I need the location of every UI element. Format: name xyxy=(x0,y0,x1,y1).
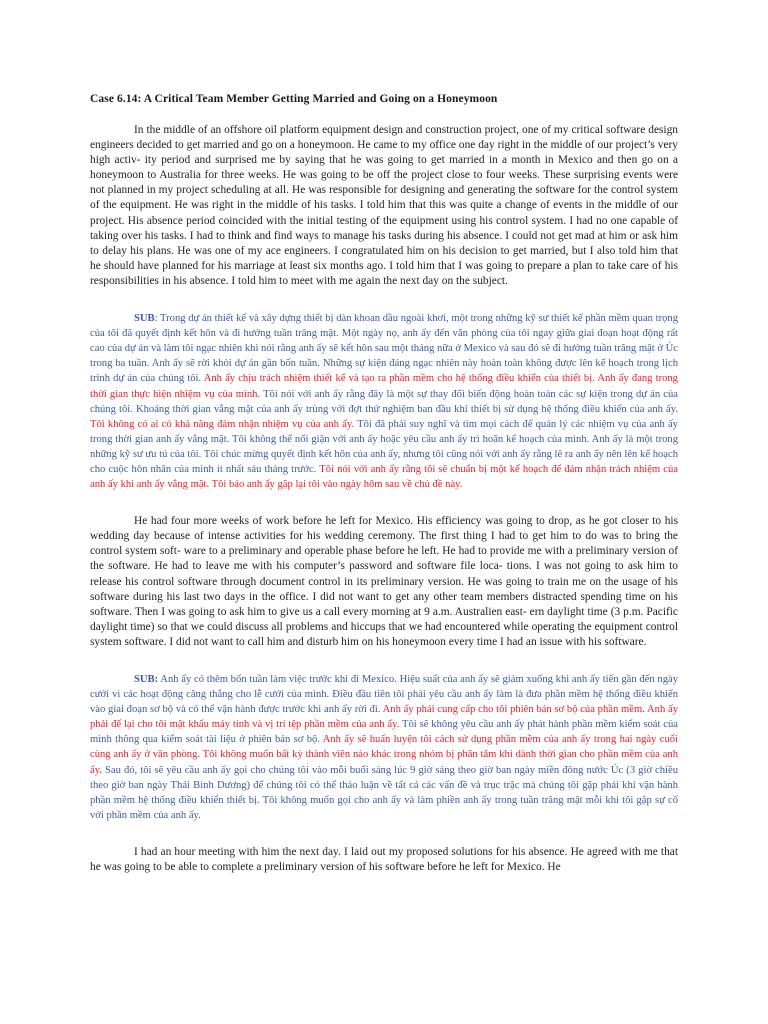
sub-label: SUB: xyxy=(134,674,159,685)
english-paragraph-2: He had four more weeks of work before he left for Mexico. His efficiency was going to drop, as he got closer to his wedding day because of intense activities for his wedding ceremony. The first thing I had to get him to do was to bring the control system soft- ware to a preliminary and operable phase before he left. He had to provide me with a preliminary version of the software. He had to leave me with his computer’s password and software file loca- tions. I was not going to ask him to release his control software through document control in its preliminary version. He was going to train me on the usage of his software during his last two days in the office. I did not want to get any other team members distracted spending time on his software. Then I was going to ask him to give us a call every morning at 9 a.m. Australien east- ern daylight time (3 p.m. Pacific daylight time) so that we could discuss all problems and hiccups that we had encountered while operating the equipment control system software. I did not want to call him and disturb him on his honeymoon every time I had an issue with his software. xyxy=(90,515,678,648)
sub-label: SUB xyxy=(134,313,155,325)
vn2-segment: Anh ấy phải cung cấp cho tôi phiên bản sơ bộ của phần mềm. Anh ấy phải để lại cho tôi mật khẩu máy tính và vị trí tệp phần mềm của anh ấy. xyxy=(90,704,678,731)
vietnamese-summary-2 xyxy=(90,672,678,823)
vn1-segment: Tôi không có ai có khả năng đảm nhận nhiệm vụ của anh ấy. xyxy=(90,418,358,430)
vn2-segment: Sau đó, tôi sẽ yêu cầu anh ấy gọi cho chúng tôi vào mỗi buổi sáng lúc 9 giờ sáng theo giờ ban ngày miền đông nước Úc (3 giờ chiều theo giờ ban ngày Thái Bình Dương) để chúng tôi có thể thảo luận về tất cả các vấn đề và trục trặc mà chúng tôi gặp phải khi vận hành phần mềm hệ thống điều khiển thiết bị. Tôi không muốn gọi cho anh ấy và làm phiền anh ấy trong tuần trăng mật mỗi khi tôi gặp sự cố với phần mềm của anh ấy. xyxy=(90,764,678,821)
vn2-segment: Anh ấy có thêm bốn tuần làm việc trước khi đi Mexico. Hiệu suất của anh ấy sẽ giảm xuống khi anh ấy tiến gần đến ngày cưới vì các hoạt động căng thẳng cho lễ cưới của mình. Điều đầu tiên tôi phải yêu cầu anh ấy làm là đưa phần mềm hệ thống điều khiển vào giai đoạn sơ bộ và có thể vận hành được trước khi anh ấy rời đi. xyxy=(90,674,678,716)
vn1-segment: Tôi nói với anh ấy rằng đây là một sự thay đổi biến động hoàn toàn các sự kiện trong dự án của chúng tôi. Khoảng thời gian vắng mặt của anh ấy trùng với đợt thử nghiệm ban đầu khi thiết bị sử dụng hệ thống điều khiển của anh ấy. xyxy=(90,388,678,415)
english-paragraph-3: I had an hour meeting with him the next day. I laid out my proposed solutions for his absence. He agreed with me that he was going to be able to complete a preliminary version of his software before he left for Mexico. He xyxy=(90,845,678,874)
case-title: Case 6.14: A Critical Team Member Getting Married and Going on a Honeymoon xyxy=(90,93,498,105)
vn1-segment: : Trong dự án thiết kế và xây dựng thiết bị dàn khoan dầu ngoài khơi, một trong những kỹ sư thiết kế phần mềm quan trọng của tôi đã quyết định kết hôn và đi hưởng tuần trăng mật. Một ngày nọ, anh ấy đến văn phòng của tôi ngay giữa giai đoạn hoạt động rất cao của dự án và làm tôi ngạc nhiên khi nói rằng anh ấy sẽ kết hôn sau một tháng nữa ở Mexico và sau đó sẽ đi hưởng tuần trăng mật ở Úc trong ba tuần. Anh ấy sẽ rời khỏi dự án gần bốn tuần. Những sự kiện đáng ngạc nhiên này hoàn toàn không được lên kế hoạch trong lịch trình dự án của chúng tôi. xyxy=(90,313,678,385)
english-paragraph-1: In the middle of an offshore oil platform equipment design and construction project, one of my critical software design engineers decided to get married and go on a honeymoon. He came to my office one day right in the middle of our project’s very high activ- ity period and surprised me by saying that he was going to get married in a month in Mexico and then go on a honeymoon to Australia for three weeks. He was going to be off the project close to four weeks. These surprising events were not planned in my project scheduling at all. He was responsible for designing and generating the software for the control system of the equipment. He was right in the middle of his tasks. I told him that this was quite a change of events in the middle of our project. His absence period coincided with the initial testing of the equipment using his control system. I had no one capable of taking over his tasks. I had to think and find ways to manage his tasks during his absence. I could not get mad at him or ask him to delay his plans. He was one of my ace engineers. I congratulated him on his decision to get married, but I also told him that he should have planned for his marriage at least six months ago. I told him that I was going to prepare a plan to take care of his responsibilities in his absence. I told him to meet with me again the next day on the subject. xyxy=(90,124,678,287)
vn1-segment: Anh ấy chịu trách nhiệm thiết kế và tạo ra phần mềm cho hệ thống điều khiển của thiết bị. Anh ấy đang trong thời gian thực hiện nhiệm vụ của mình. xyxy=(90,373,678,400)
vietnamese-summary-1 xyxy=(90,311,678,492)
vn1-segment: Tôi nói với anh ấy rằng tôi sẽ chuẩn bị một kế hoạch để đảm nhận trách nhiệm của anh ấy khi anh ấy vắng mặt. Tôi bảo anh ấy gặp lại tôi vào ngày hôm sau về chủ đề này. xyxy=(90,463,678,491)
vn1-segment: Tôi đã phải suy nghĩ và tìm mọi cách để quản lý các nhiệm vụ của anh ấy trong thời gian anh ấy vắng mặt. Tôi không thể nổi giận với anh ấy hoặc yêu cầu anh ấy trì hoãn kế hoạch của mình. Anh ấy là một trong những kỹ sư ưu tú của tôi. Tôi chúc mừng quyết định kết hôn của anh ấy, nhưng tôi cũng nói với anh ấy rằng lẽ ra anh ấy nên lên kế hoạch cho cuộc hôn nhân của mình ít nhất sáu tháng trước. xyxy=(90,418,678,475)
vn2-segment: Anh ấy sẽ huấn luyện tôi cách sử dụng phần mềm của anh ấy trong hai ngày cuối cùng anh ấy ở văn phòng. Tôi không muốn bất kỳ thành viên nào khác trong nhóm bị phân tâm khi dành thời gian cho phần mềm của anh ấy. xyxy=(90,734,679,776)
vn2-segment: Tôi sẽ không yêu cầu anh ấy phát hành phần mềm kiểm soát của mình thông qua kiểm soát tài liệu ở phiên bản sơ bộ. xyxy=(90,719,679,746)
